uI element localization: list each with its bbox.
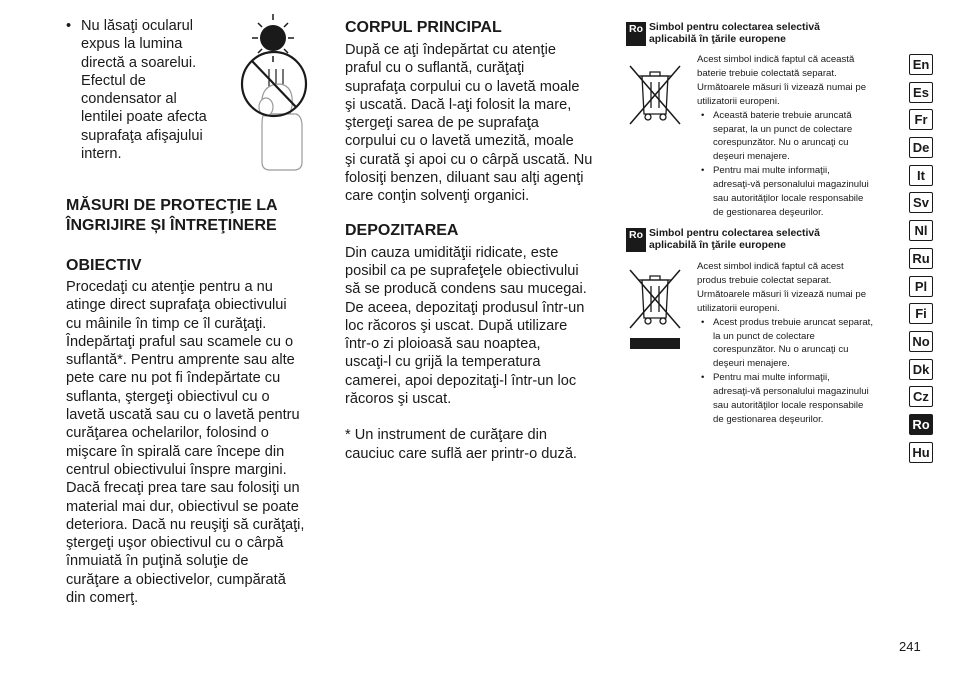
lang-tab-en[interactable]: En xyxy=(909,54,933,75)
lang-tab-dk[interactable]: Dk xyxy=(909,359,933,380)
column-middle xyxy=(345,18,611,463)
warning-text: Nu lăsaţi ocularul expus la lumina directă a soarelui. Efectul de condensator al lentilei poate afecta suprafaţa afişajului intern. xyxy=(81,18,207,163)
recycling-block-battery xyxy=(626,22,896,46)
lang-tab-pl[interactable]: Pl xyxy=(909,276,933,297)
no-sun-on-eyepiece-icon xyxy=(236,14,310,174)
corpul-heading: CORPUL PRINCIPAL xyxy=(345,19,502,36)
obiectiv-heading: OBIECTIV xyxy=(66,257,142,274)
list-item: • Această baterie trebuie aruncată separat, la un punct de colectare corespunzător. Nu o aruncaţi cu deşeuri menajere. xyxy=(697,109,897,165)
bullet: • xyxy=(66,18,72,34)
recycling-heading: Simbol pentru colectarea selectivă aplicabilă în ţările europene xyxy=(649,22,820,45)
lang-tab-no[interactable]: No xyxy=(909,331,933,352)
lang-tab-it[interactable]: It xyxy=(909,165,933,186)
lang-tab-cz[interactable]: Cz xyxy=(909,386,933,407)
recycling-text-product: Acest simbol indică faptul că acest produs trebuie colectat separat. Următoarele măsuri îi vizează numai pe utilizatorii europeni. • Acest produs trebuie aruncat separat, la un punct de colectare corespunzător. Nu o aruncaţi cu deşeuri menajere. • Pentru mai multe informaţii, adresaţi-vă personalului magazinului sau autorităţilor locale responsabile de gestionarea deşeurilor. xyxy=(697,260,897,427)
lang-tab-sv[interactable]: Sv xyxy=(909,192,933,213)
lang-badge: Ro xyxy=(626,22,646,46)
corpul-text: După ce aţi îndepărtat cu atenţie praful cu o suflantă, curăţaţi suprafaţa corpului cu o lavetă moale şi uscată. Dacă l-aţi folosit la mare, ştergeţi sarea de pe suprafaţa corpului cu o lavetă umezită, moale şi curată şi apoi cu o cârpă uscată. Nu folosiţi benzen, diluant sau alţi agenţi care conţin solvenţi organici. xyxy=(345,42,593,205)
crossed-out-wheelie-bin-icon xyxy=(626,266,684,352)
recycling-block-product xyxy=(626,228,896,252)
section-heading-care: MĂSURI DE PROTECŢIE LA ÎNGRIJIRE ȘI ÎNTREŢINERE xyxy=(66,197,278,234)
lang-tab-fr[interactable]: Fr xyxy=(909,109,933,130)
depozitarea-text: Din cauza umidităţii ridicate, este posibil ca pe suprafeţele obiectivului să se producă condens sau mucegai. De aceea, depozitaţi produsul într-un loc răcoros şi uscat. După utilizare într-o zi ploioasă sau noaptea, uscaţi-l cu grijă la temperatura camerei, apoi depozitaţi-l într-un loc răcoros şi uscat. xyxy=(345,244,587,408)
section-obiectiv xyxy=(66,256,328,607)
list-item: • Acest produs trebuie aruncat separat, la un punct de colectare corespunzător. Nu o aruncaţi cu deşeuri menajere. xyxy=(697,316,897,372)
lang-tab-hu[interactable]: Hu xyxy=(909,442,933,463)
language-tabs xyxy=(909,54,935,469)
recycling-text-battery: Acest simbol indică faptul că această baterie trebuie colectată separat. Următoarele măsuri îi vizează numai pe utilizatorii europeni. • Această baterie trebuie aruncată separat, la un punct de colectare corespunzător. Nu o aruncaţi cu deşeuri menajere. • Pentru mai multe informaţii, adresaţi-vă personalului magazinului sau autorităţilor locale responsabile de gestionarea deşeurilor. xyxy=(697,53,897,220)
lang-tab-es[interactable]: Es xyxy=(909,82,933,103)
lang-tab-de[interactable]: De xyxy=(909,137,933,158)
page-number: 241 xyxy=(899,639,921,654)
footnote: * Un instrument de curăţare din cauciuc care suflă aer printr-o duză. xyxy=(345,427,577,462)
lang-tab-ro[interactable]: Ro xyxy=(909,414,933,435)
list-item: • Pentru mai multe informaţii, adresaţi-vă personalului magazinului sau autorităţilor locale responsabile de gestionarea deşeurilor. xyxy=(697,371,897,427)
recycling-heading: Simbol pentru colectarea selectivă aplicabilă în ţările europene xyxy=(649,228,820,251)
depozitarea-heading: DEPOZITAREA xyxy=(345,221,459,239)
list-item: • Pentru mai multe informaţii, adresaţi-vă personalului magazinului sau autorităţilor locale responsabile de gestionarea deşeurilor. xyxy=(697,164,897,220)
lang-tab-nl[interactable]: Nl xyxy=(909,220,933,241)
crossed-out-wheelie-bin-icon xyxy=(626,62,684,128)
lang-badge: Ro xyxy=(626,228,646,252)
lang-tab-fi[interactable]: Fi xyxy=(909,303,933,324)
lang-tab-ru[interactable]: Ru xyxy=(909,248,933,269)
obiectiv-text: Procedaţi cu atenţie pentru a nu atinge direct suprafaţa obiectivului cu mâinile în timp ce îl curăţaţi. Îndepărtaţi praful sau scamele cu o suflantă*. Pentru amprente sau alte pete care nu pot fi îndepărtate cu suflanta, ştergeţi obiectivul cu o lavetă uscată sau cu o lavetă pentru curăţarea ochelarilor, folosind o mişcare în spirală care începe din centrul obiectivului înspre margini. Dacă frecaţi prea tare sau folosiţi un material mai dur, obiectivul se poate deteriora. Dacă nu reuşiţi să curăţaţi, ştergeţi uşor obiectivul cu o cârpă înmuiată în puţină soluţie de curăţare a obiectivelor, cumpărată din comerţ. xyxy=(66,279,305,607)
